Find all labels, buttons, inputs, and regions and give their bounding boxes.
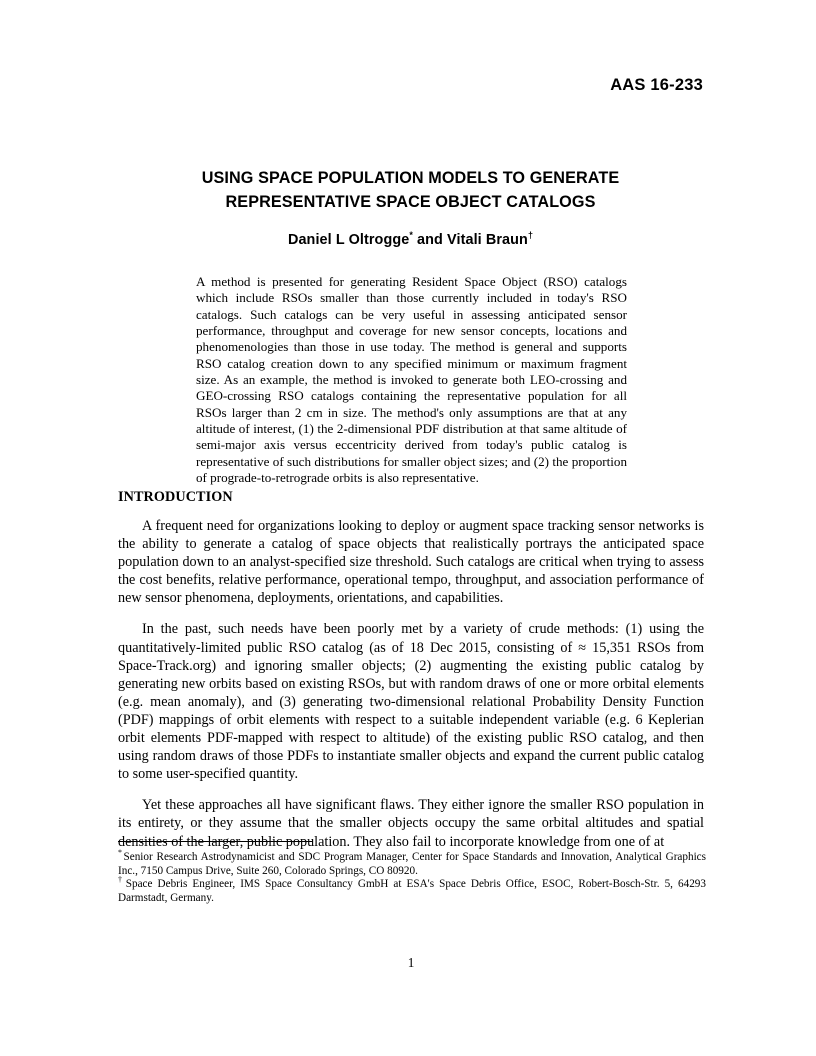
body-paragraph-3: Yet these approaches all have significant flaws. They either ignore the smaller RSO population in its entirety, or they assume that the smaller objects occupy the same orbital altitudes and spatial densities of the larger, public population. They also fail to incorporate knowledge from one of at bbox=[118, 797, 704, 850]
author-conjunction: and bbox=[412, 232, 448, 248]
footnote-separator-rule bbox=[118, 841, 313, 842]
footnote-1 bbox=[118, 848, 706, 878]
abstract-text: A method is presented for generating Resident Space Object (RSO) catalogs which include RSOs smaller than those currently included in today's RSO catalogs. Such catalogs can be very useful in assessing anticipated sensor performance, throughput and coverage for new sensor concepts, locations and phenomenologies than those in use today. The method is general and supports RSO catalog creation down to any specified minimum or maximum fragment size. As an example, the method is invoked to generate both LEO-crossing and GEO-crossing RSO catalogs containing the representative population for all RSOs larger than 2 cm in size. The method's only assumptions are that at any altitude of interest, (1) the 2-dimensional PDF distribution at that same altitude of semi-major axis versus eccentricity derived from today's public catalog is representative of such distributions for smaller object sizes; and (2) the proportion of prograde-to-retrograde orbits is also representative. bbox=[196, 274, 627, 486]
section-heading-introduction: INTRODUCTION bbox=[118, 489, 233, 505]
title-line-1: USING SPACE POPULATION MODELS TO GENERATE bbox=[201, 169, 620, 187]
page-title bbox=[118, 166, 703, 214]
author-first-footnote-marker: * bbox=[409, 230, 413, 241]
page-number: 1 bbox=[407, 955, 415, 970]
body-paragraph-2: In the past, such needs have been poorly met by a variety of crude methods: (1) using the quantitatively-limited public RSO catalog (as of 18 Dec 2015, consisting of ≈ 15,351 RSOs from Space-Track.org) and ignoring smaller objects; (2) augmenting the existing public catalog by generating new orbits based on existing RSOs, but with random draws of one or more orbital elements (e.g. mean anomaly), and (3) generating two-dimensional relational Probability Density Function (PDF) mappings of orbit elements with respect to a suitable independent variable (e.g. 6 Keplerian orbit elements PDF-mapped with respect to altitude) of the existing public RSO catalog, and then using random draws of those PDFs to instantiate smaller objects and expand the current public catalog to some user-specified quantity. bbox=[118, 621, 704, 783]
footnotes-section bbox=[118, 848, 706, 905]
body-content bbox=[118, 489, 704, 864]
footnote-1-marker: * bbox=[118, 848, 122, 858]
footnote-2-text: Space Debris Engineer, IMS Space Consultancy GmbH at ESA's Space Debris Office, ESOC, Robert-Bosch-Str. 5, 64293 Darmstadt, Germany. bbox=[118, 878, 706, 904]
paper-number: AAS 16-233 bbox=[610, 76, 703, 94]
author-second-name: Vitali Braun bbox=[447, 232, 528, 248]
footnote-2-marker: † bbox=[118, 875, 125, 885]
author-line bbox=[118, 232, 703, 248]
footnote-2 bbox=[118, 875, 706, 905]
title-line-2: REPRESENTATIVE SPACE OBJECT CATALOGS bbox=[225, 193, 596, 211]
author-second-footnote-marker: † bbox=[527, 230, 534, 241]
footnote-1-text: Senior Research Astrodynamicist and SDC Program Manager, Center for Space Standards and Innovation, Analytical Graphics Inc., 7150 Campus Drive, Suite 260, Colorado Springs, CO 80920. bbox=[118, 851, 706, 877]
body-paragraph-1: A frequent need for organizations looking to deploy or augment space tracking sensor networks is the ability to generate a catalog of space objects that realistically portrays the anticipated space population down to an analyst-specified size threshold. Such catalogs are critical when trying to assess the cost benefits, relative performance, operational tempo, throughput, and association performance of new sensor phenomena, deployments, orientations, and capabilities. bbox=[118, 518, 704, 607]
author-first-name: Daniel L Oltrogge bbox=[287, 232, 410, 248]
